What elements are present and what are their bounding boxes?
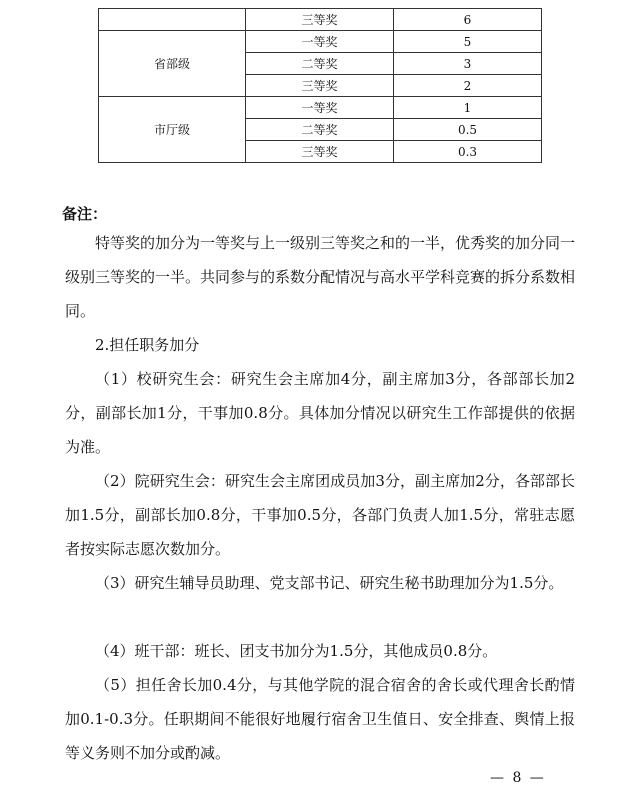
duty-item-3: （3）研究生辅导员助理、党支部书记、研究生秘书助理加分为1.5分。	[95, 574, 564, 592]
duty-item-1: （1）校研究生会：研究生会主席加4分，副主席加3分，各部部长加2分，副部长加1分，干事加0.8分。具体加分情况以研究生工作部提供的依据为准。	[65, 370, 575, 456]
duty-item-4: （4）班干部：班长、团支书加分为1.5分，其他成员0.8分。	[95, 642, 498, 660]
table-row	[99, 31, 542, 53]
score-cell: 3	[394, 53, 542, 75]
table-row	[99, 9, 542, 31]
score-cell: 6	[394, 9, 542, 31]
prize-cell: 二等奖	[246, 53, 394, 75]
duty-item-2: （2）院研究生会：研究生会主席团成员加3分，副主席加2分，各部部长加1.5分，副部长加0.8分，干事加0.5分，各部门负责人加1.5分，常驻志愿者按实际志愿次数加分。	[65, 472, 575, 558]
section-title: 2.担任职务加分	[95, 336, 200, 354]
notes-paragraph: 特等奖的加分为一等奖与上一级别三等奖之和的一半，优秀奖的加分同一级别三等奖的一半。共同参与的系数分配情况与高水平学科竞赛的拆分系数相同。	[65, 234, 576, 320]
prize-cell: 一等奖	[246, 31, 394, 53]
notes-heading: 备注：	[62, 205, 108, 223]
prize-cell: 二等奖	[246, 119, 394, 141]
score-cell: 0.5	[394, 119, 542, 141]
table-row	[99, 97, 542, 119]
page-number: — 8 —	[490, 770, 546, 786]
prize-cell: 三等奖	[246, 9, 394, 31]
level-cell-municipal: 市厅级	[99, 97, 246, 163]
duty-item-5: （5）担任舍长加0.4分，与其他学院的混合宿舍的舍长或代理舍长酌情加0.1-0.3分。任职期间不能很好地履行宿舍卫生值日、安全排查、舆情上报等义务则不加分或酌减。	[65, 676, 575, 762]
score-cell: 1	[394, 97, 542, 119]
level-cell-provincial: 省部级	[99, 31, 246, 97]
prize-cell: 一等奖	[246, 97, 394, 119]
prize-cell: 三等奖	[246, 75, 394, 97]
score-cell: 0.3	[394, 141, 542, 163]
level-cell	[99, 9, 246, 31]
prize-cell: 三等奖	[246, 141, 394, 163]
score-table	[98, 8, 542, 163]
score-cell: 2	[394, 75, 542, 97]
score-cell: 5	[394, 31, 542, 53]
